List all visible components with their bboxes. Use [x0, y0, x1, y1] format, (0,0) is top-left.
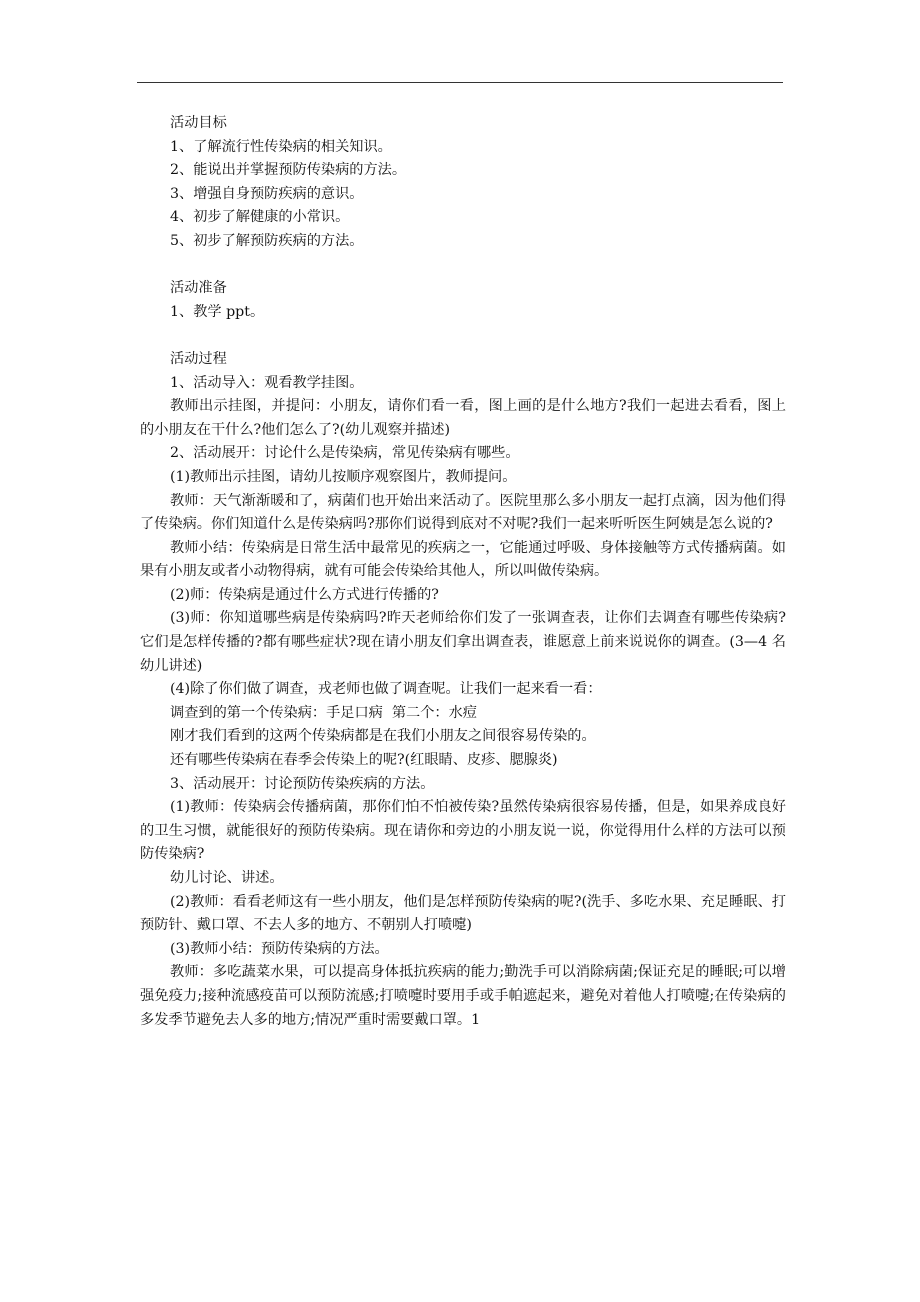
spacer — [140, 324, 786, 348]
process-heading: 活动过程 — [170, 350, 227, 367]
process-paragraph: (1)教师：传染病会传播病菌，那你们怕不怕被传染?虽然传染病很容易传播，但是，如果养成良好的卫生习惯，就能很好的预防传染病。现在请你和旁边的小朋友说一说，你觉得用什么样的方法可以预防传染病? — [140, 799, 786, 863]
goal-item: 2、能说出并掌握预防传染病的方法。 — [170, 162, 407, 179]
goal-item: 1、了解流行性传染病的相关知识。 — [170, 138, 392, 155]
process-paragraph: 1、活动导入：观看教学挂图。 — [170, 374, 364, 391]
process-paragraph: (1)教师出示挂图，请幼儿按顺序观察图片，教师提问。 — [170, 468, 517, 485]
spacer — [140, 254, 786, 278]
process-paragraph: 还有哪些传染病在春季会传染上的呢?(红眼睛、皮疹、腮腺炎) — [170, 752, 558, 769]
process-paragraph: 教师小结：传染病是日常生活中最常见的疾病之一，它能通过呼吸、身体接触等方式传播病菌。如果有小朋友或者小动物得病，就有可能会传染给其他人，所以叫做传染病。 — [140, 539, 786, 580]
process-paragraph: 幼儿讨论、讲述。 — [170, 870, 284, 886]
goal-item: 3、增强自身预防疾病的意识。 — [170, 185, 364, 202]
process-paragraph: 2、活动展开：讨论什么是传染病，常见传染病有哪些。 — [170, 445, 520, 462]
process-paragraph: 刚才我们看到的这两个传染病都是在我们小朋友之间很容易传染的。 — [170, 728, 596, 745]
prep-item: 1、教学 ppt。 — [170, 303, 265, 320]
goal-item: 5、初步了解预防疾病的方法。 — [170, 232, 364, 249]
prep-heading: 活动准备 — [170, 280, 227, 297]
process-paragraph: 调查到的第一个传染病：手足口病 第二个：水痘 — [170, 704, 477, 721]
goal-item: 4、初步了解健康的小常识。 — [170, 209, 350, 226]
document-body — [140, 112, 786, 1032]
process-paragraph: (2)教师：看看老师这有一些小朋友，他们是怎样预防传染病的呢?(洗手、多吃水果、充足睡眠、打预防针、戴口罩、不去人多的地方、不朝别人打喷嚏) — [140, 893, 786, 934]
process-paragraph: 3、活动展开：讨论预防传染疾病的方法。 — [170, 775, 435, 792]
process-paragraph: (3)师：你知道哪些病是传染病吗?昨天老师给你们发了一张调查表，让你们去调查有哪些传染病?它们是怎样传播的?都有哪些症状?现在请小朋友们拿出调查表，谁愿意上前来说说你的调查。(3—4 名幼儿讲述) — [140, 610, 786, 674]
process-paragraph: 教师出示挂图，并提问：小朋友，请你们看一看，图上画的是什么地方?我们一起进去看看，图上的小朋友在干什么?他们怎么了?(幼儿观察并描述) — [140, 398, 786, 438]
process-paragraph: (4)除了你们做了调查，戎老师也做了调查呢。让我们一起来看一看： — [170, 681, 602, 698]
process-paragraph: (3)教师小结：预防传染病的方法。 — [170, 940, 389, 957]
process-paragraph: 教师：天气渐渐暖和了，病菌们也开始出来活动了。医院里那么多小朋友一起打点滴，因为他们得了传染病。你们知道什么是传染病吗?那你们说得到底对不对呢?我们一起来听听医生阿姨是怎么说的? — [140, 492, 786, 533]
process-paragraph: 教师：多吃蔬菜水果，可以提高身体抵抗疾病的能力;勤洗手可以消除病菌;保证充足的睡眠;可以增强免疫力;接种流感疫苗可以预防流感;打喷嚏时要用手或手帕遮起来，避免对着他人打喷嚏;在传染病的多发季节避免去人多的地方;情况严重时需要戴口罩。1 — [140, 964, 786, 1028]
goals-heading: 活动目标 — [170, 115, 227, 131]
process-paragraph: (2)师：传染病是通过什么方式进行传播的? — [170, 586, 439, 603]
header-rule — [137, 82, 783, 83]
